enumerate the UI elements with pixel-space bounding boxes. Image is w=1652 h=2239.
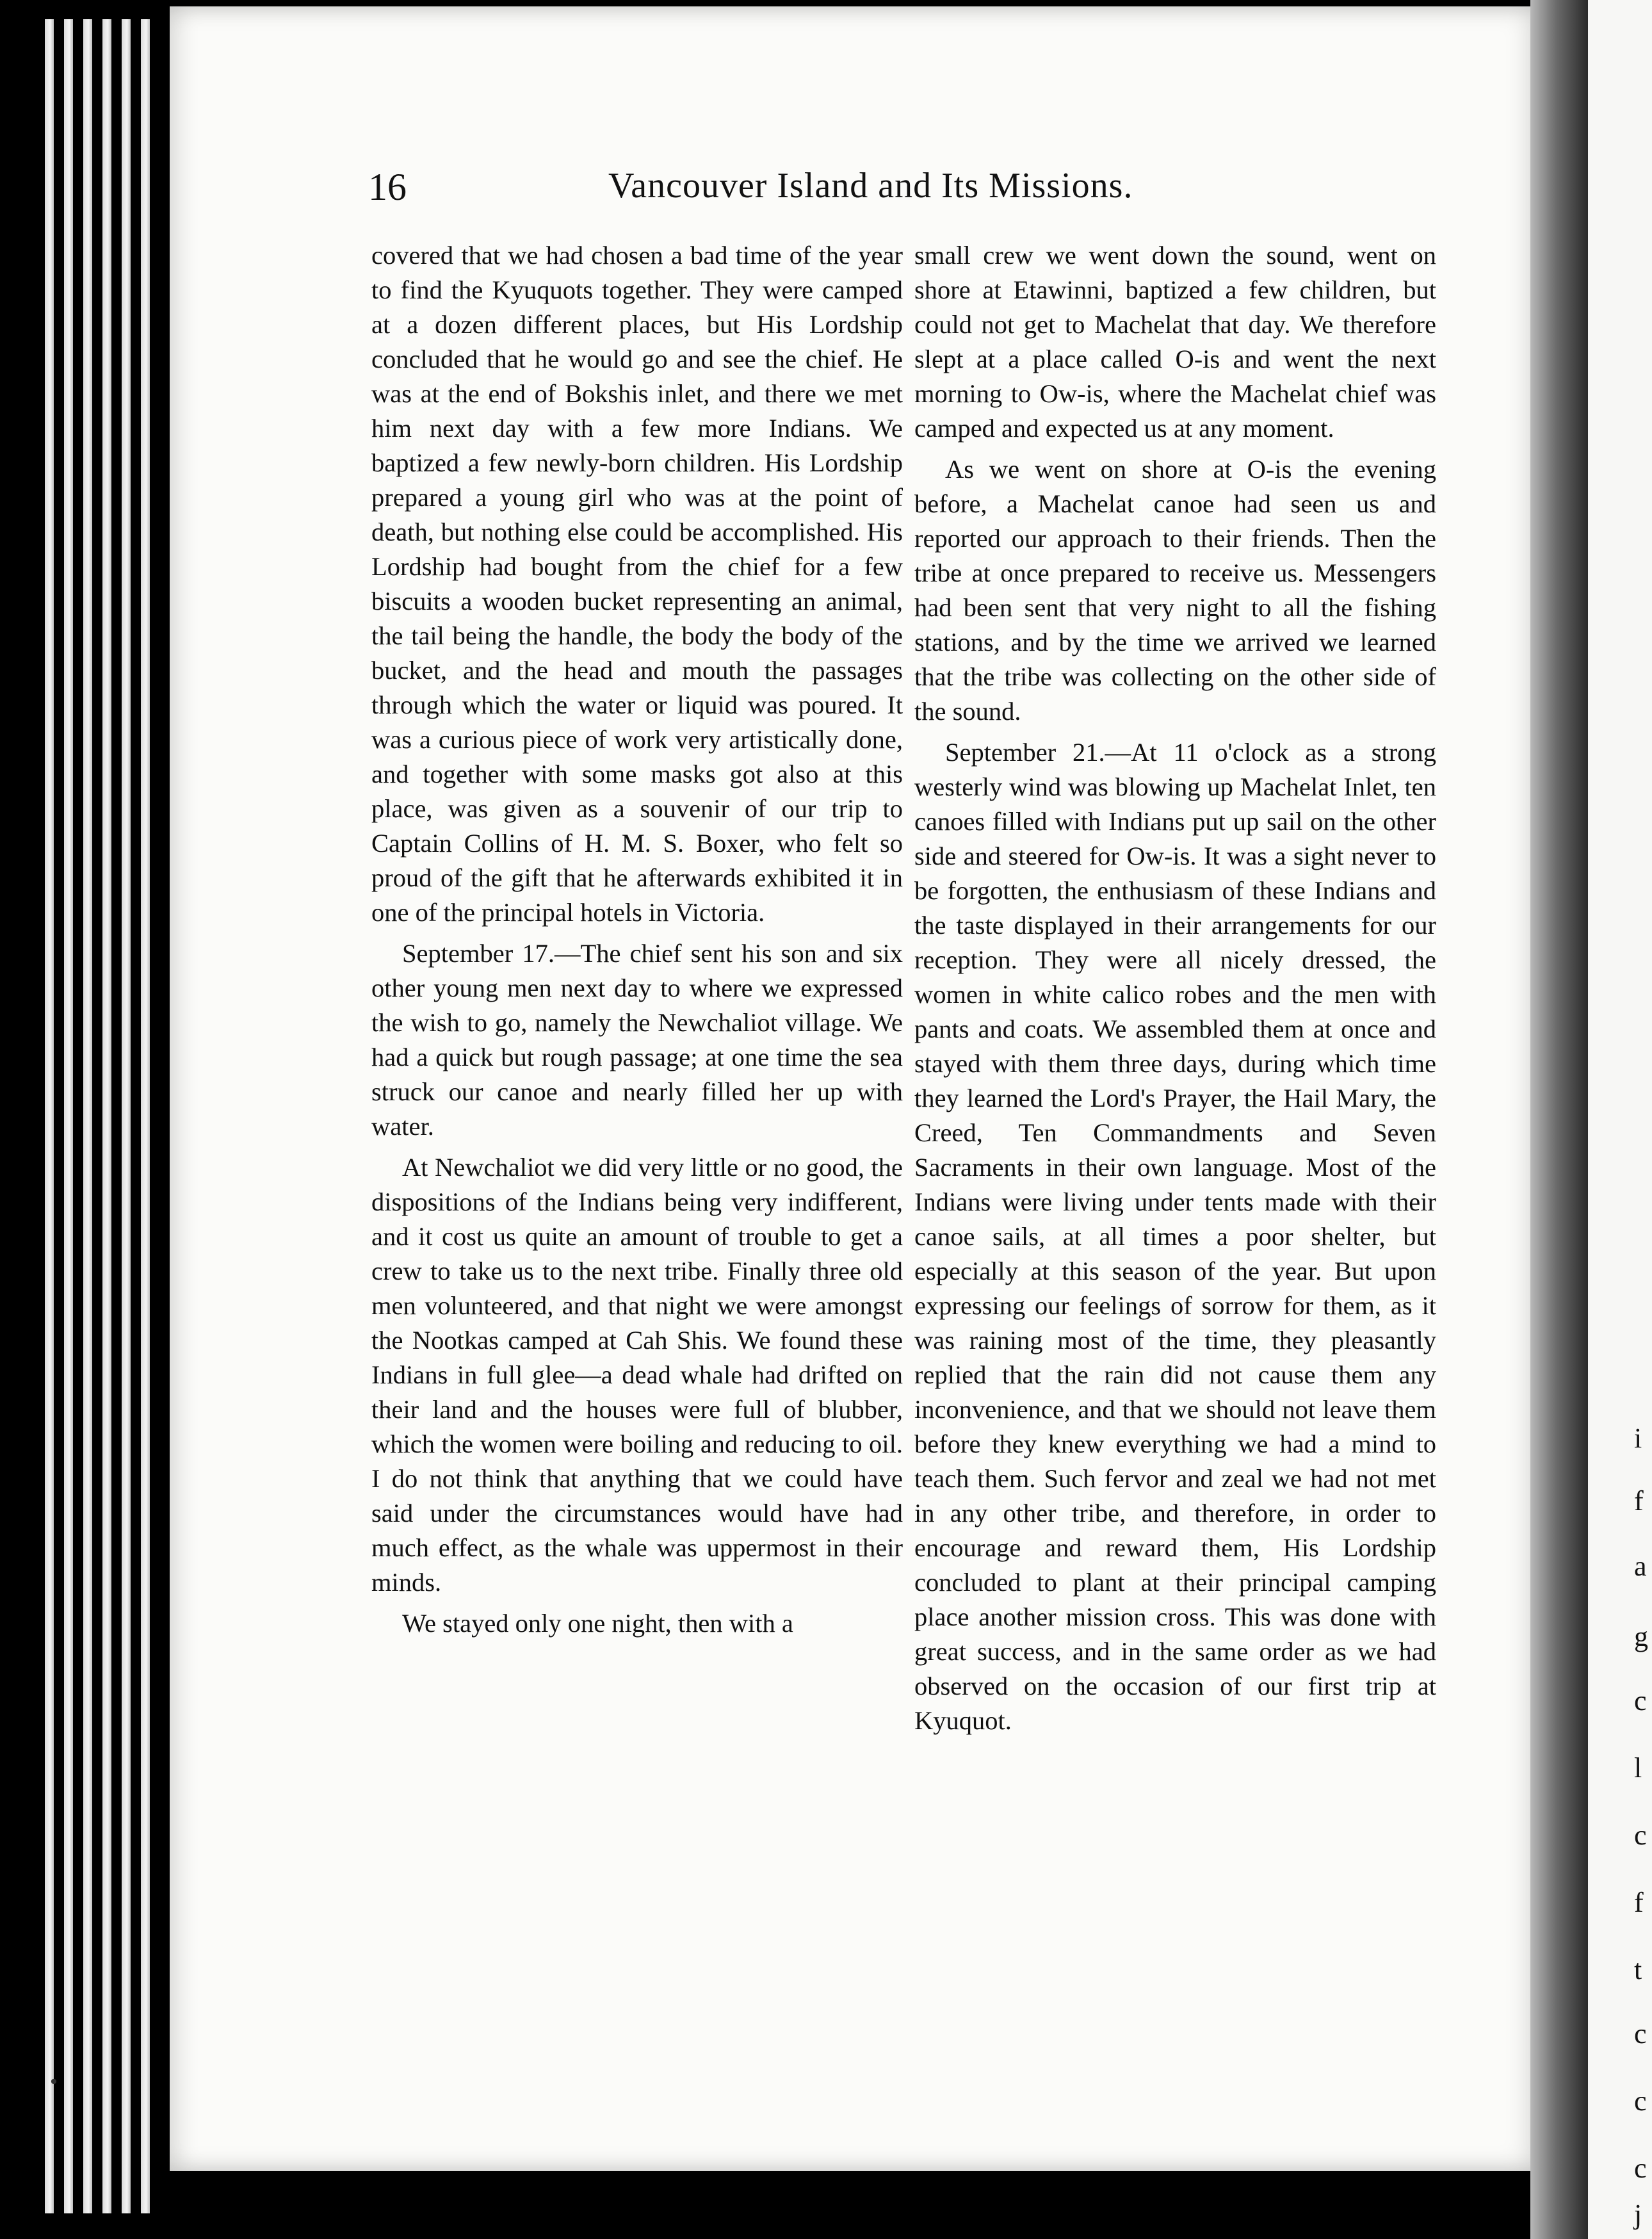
text-fragment: f (1634, 1485, 1644, 1517)
page-edge (83, 19, 92, 2213)
text-fragment: a (1634, 1551, 1647, 1582)
page-edge (122, 19, 131, 2213)
running-title: Vancouver Island and Its Missions. (608, 166, 1133, 206)
paragraph: covered that we had chosen a bad time of the year to find the Kyuquots together. They were camped at a dozen different places, but His Lordship concluded that he would go and see the chief. He was at the end of Bokshis inlet, and there we met him next day with a few more Indians. We baptized a few newly-born children. His Lordship prepared a young girl who was at the point of death, but nothing else could be accomplished. His Lordship had bought from the chief for a few biscuits a wooden bucket representing an animal, the tail being the handle, the body the body of the bucket, and the head and mouth the passages through which the water or liquid was poured. It was a curious piece of work very artistically done, and together with some masks got also at this place, was given as a souvenir of our trip to Captain Collins of H. M. S. Boxer, who felt so proud of the gift that he afterwards exhibited it in one of the principal hotels in Victoria. (371, 241, 903, 927)
text-fragment: g (1634, 1621, 1648, 1652)
text-fragment: c (1634, 1820, 1647, 1851)
ink-speck: • (50, 2070, 58, 2094)
text-fragment: c (1634, 2085, 1647, 2117)
left-column (371, 238, 903, 1641)
page-edge (102, 19, 111, 2213)
text-fragment: c (1634, 1685, 1647, 1716)
paragraph: small crew we went down the sound, went on shore at Etawinni, baptized a few children, but could not get to Machelat that day. We therefore slept at a place called O-is and went the next morning to Ow-is, where the Machelat chief was camped and expected us at any moment. (914, 241, 1436, 443)
text-fragment: l (1634, 1752, 1642, 1784)
paragraph: We stayed only one night, then with a (402, 1609, 793, 1638)
text-fragment: c (1634, 2153, 1647, 2184)
text-fragment: c (1634, 2018, 1647, 2049)
text-fragment: f (1634, 1887, 1644, 1918)
paragraph: At Newchaliot we did very little or no good, the dispositions of the Indians being very indifferent, and it cost us quite an amount of trouble to get a crew to take us to the next tribe. Finally three old men volunteered, and that night we were amongst the Nootkas camped at Cah Shis. We found these Indians in full glee—a dead whale had drifted on their land and the houses were full of blubber, which the women were boiling and reducing to oil. I do not think that anything that we could have said under the circumstances would have had much effect, as the whale was uppermost in their minds. (371, 1153, 903, 1597)
page-edge (64, 19, 73, 2213)
text-fragment: j (1634, 2199, 1642, 2230)
page-gutter (1530, 0, 1588, 2239)
paragraph: September 21.—At 11 o'clock as a strong westerly wind was blowing up Machelat Inlet, ten canoes filled with Indians put up sail on the other side and steered for Ow-is. It was a sight never to be forgotten, the enthusiasm of these Indians and the taste displayed in their arrangements for our reception. They were all nicely dressed, the women in white calico robes and the men with pants and coats. We assembled them at once and stayed with them three days, during which time they learned the Lord's Prayer, the Hail Mary, the Creed, Ten Commandments and Seven Sacraments in their own language. Most of the Indians were living under tents made with their canoe sails, at all times a poor shelter, but especially at this season of the year. But upon expressing our feelings of sorrow for them, as it was raining most of the time, they pleasantly replied that the rain did not cause them any inconvenience, and that we should not leave them before they knew everything we had a mind to teach them. Such fervor and zeal we had not met in any other tribe, and therefore, in order to encourage and reward them, His Lordship concluded to plant at their principal camping place another mission cross. This was done with great success, and in the same order as we had observed on the occasion of our first trip at Kyuquot. (914, 738, 1436, 1735)
text-fragment: i (1634, 1422, 1642, 1454)
right-column (914, 238, 1436, 1738)
paragraph: As we went on shore at O-is the evening before, a Machelat canoe had seen us and reported our approach to their friends. Then the tribe at once prepared to receive us. Messengers had been sent that very night to all the fishing stations, and by the time we arrived we learned that the tribe was collecting on the other side of the sound. (914, 455, 1436, 726)
page-number: 16 (368, 166, 407, 208)
page-edge (141, 19, 150, 2213)
text-fragment: t (1634, 1954, 1642, 1985)
paragraph: September 17.—The chief sent his son and six other young men next day to where we expressed the wish to go, namely the Newchaliot village. We had a quick but rough passage; at one time the sea struck our canoe and nearly filled her up with water. (371, 939, 903, 1141)
page-edge (45, 19, 54, 2213)
